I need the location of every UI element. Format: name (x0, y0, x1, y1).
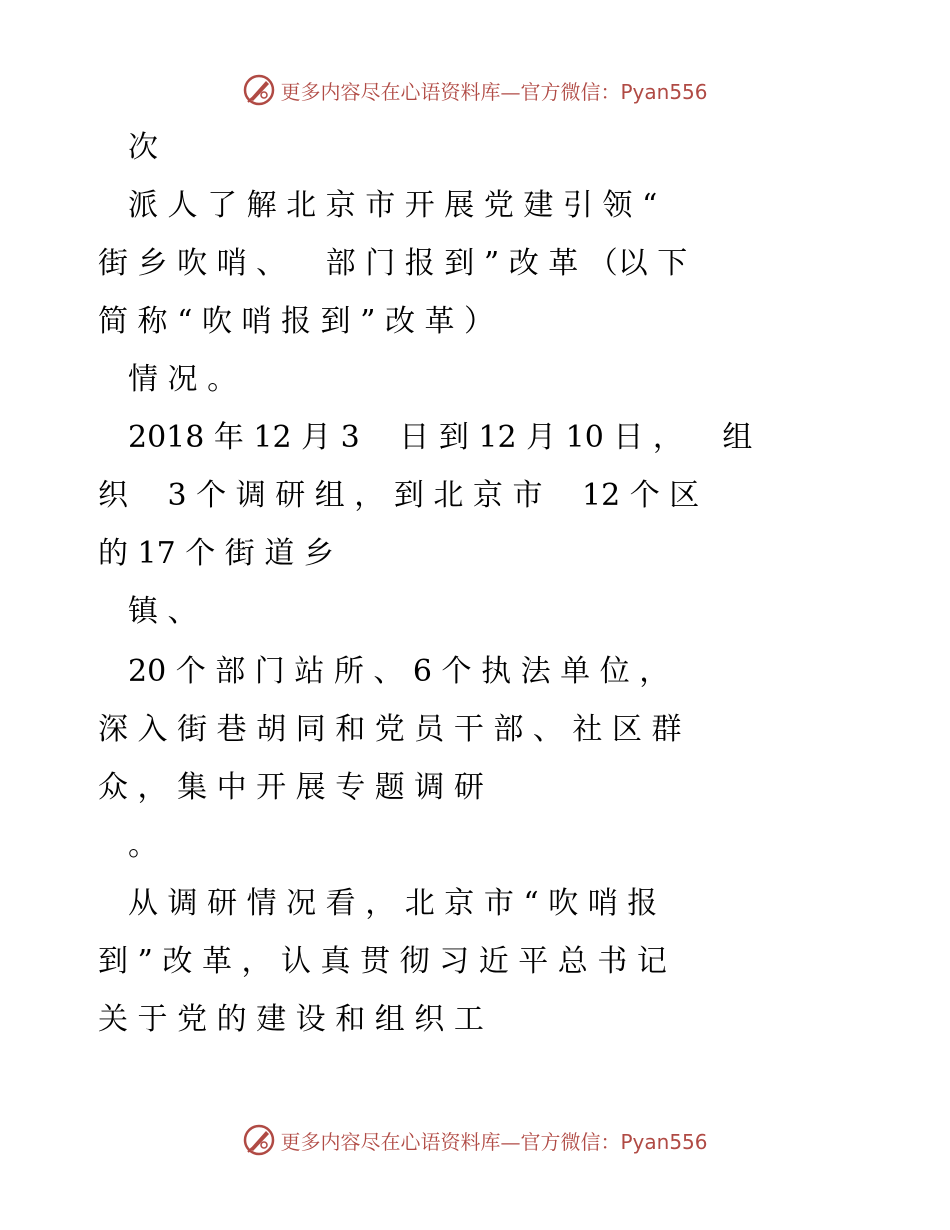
text-line: 关 于 党 的 建 设 和 组 织 工 (98, 1002, 484, 1037)
text-line: 派 人 了 解 北 京 市 开 展 党 建 引 领 “ (98, 188, 658, 223)
watermark-text-cn: 更多内容尽在心语资料库—官方微信： (280, 1129, 621, 1154)
footer-watermark (0, 1120, 950, 1160)
text-line: 织 3 个 调 研 组 ， 到 北 京 市 12 个 区 (98, 478, 700, 513)
watermark-text (280, 1126, 707, 1155)
text-line: 到 ” 改 革 ， 认 真 贯 彻 习 近 平 总 书 记 (98, 944, 667, 979)
text-line: 街 乡 吹 哨 、 部 门 报 到 ” 改 革 （以 下 (98, 246, 688, 281)
text-line: 简 称 “ 吹 哨 报 到 ” 改 革 ） (98, 304, 495, 339)
text-line: 20 个 部 门 站 所 、 6 个 执 法 单 位 ， (98, 654, 670, 689)
text-line: 镇 、 (98, 594, 198, 629)
text-line: 从 调 研 情 况 看 ， 北 京 市 “ 吹 哨 报 (98, 886, 658, 921)
text-line: 情 况 。 (98, 362, 238, 397)
watermark-wechat-id: Pyan556 (620, 1129, 708, 1154)
text-line: 众 ， 集 中 开 展 专 题 调 研 (98, 770, 484, 805)
text-line: 的 17 个 街 道 乡 (98, 536, 334, 571)
text-line: 深 入 街 巷 胡 同 和 党 员 干 部 、 社 区 群 (98, 712, 682, 747)
text-line: 。 (98, 828, 158, 863)
text-line: 次 (98, 130, 158, 165)
watermark-group (242, 1123, 707, 1157)
watermark-text-cn: 更多内容尽在心语资料库—官方微信： (280, 79, 621, 104)
quill-logo-icon (242, 1123, 276, 1157)
watermark-wechat-id: Pyan556 (620, 79, 708, 104)
text-line: 2018 年 12 月 3 日 到 12 月 10 日 ， 组 (98, 420, 753, 455)
